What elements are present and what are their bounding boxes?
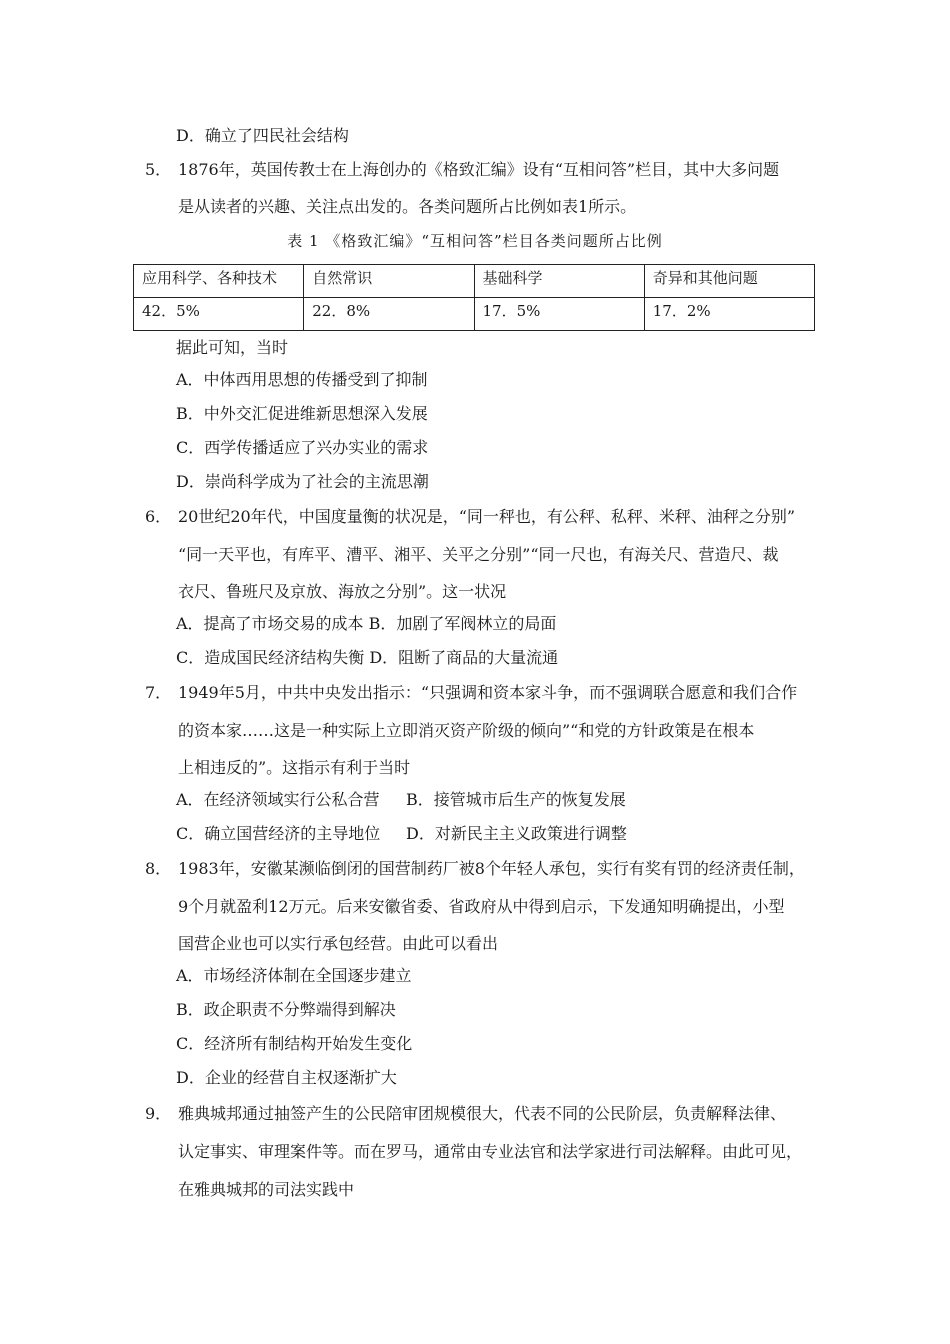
- table-row: [134, 298, 815, 331]
- table-header-cell: 奇异和其他问题: [644, 265, 814, 298]
- table-header-cell: 应用科学、各种技术: [134, 265, 304, 298]
- q8-number: 8．: [145, 859, 172, 878]
- table-header-row: [134, 265, 815, 298]
- q5-number: 5．: [145, 160, 172, 179]
- q9-stem-line2: 认定事实、审理案件等。而在罗马，通常由专业法官和法学家进行司法解释。由此可见，: [178, 1142, 803, 1161]
- q8-option-d: D．企业的经营自主权逐渐扩大: [176, 1068, 397, 1087]
- table-header-cell: 基础科学: [474, 265, 644, 298]
- q6-stem-line2: “同一天平也，有库平、漕平、湘平、关平之分别”“同一尺也，有海关尺、营造尺、裁: [178, 545, 779, 564]
- q9-stem-line3: 在雅典城邦的司法实践中: [178, 1180, 355, 1199]
- q5-option-b: B．中外交汇促进维新思想深入发展: [176, 404, 428, 423]
- q7-stem-line1: 1949年5月，中共中央发出指示：“只强调和资本家斗争，而不强调联合愿意和我们合作: [178, 683, 798, 702]
- q6-options-row1: A．提高了市场交易的成本 B．加剧了军阀林立的局面: [176, 614, 557, 633]
- q7-number: 7．: [145, 683, 172, 702]
- q5-option-d: D．崇尚科学成为了社会的主流思潮: [176, 472, 429, 491]
- q7-option-a: A．在经济领域实行公私合营: [176, 790, 380, 809]
- q9-number: 9．: [145, 1104, 172, 1123]
- q6-number: 6．: [145, 507, 172, 526]
- q7-option-b: B．接管城市后生产的恢复发展: [406, 790, 626, 809]
- q5-lead: 据此可知，当时: [176, 338, 289, 357]
- q6-stem-line3: 衣尺、鲁班尺及京放、海放之分别”。这一状况: [178, 582, 507, 601]
- q8-option-c: C．经济所有制结构开始发生变化: [176, 1034, 413, 1053]
- q5-option-a: A．中体西用思想的传播受到了抑制: [176, 370, 428, 389]
- q8-option-a: A．市场经济体制在全国逐步建立: [176, 966, 412, 985]
- q5-option-c: C．西学传播适应了兴办实业的需求: [176, 438, 429, 457]
- table-cell: 17．5%: [474, 298, 644, 331]
- q8-stem-line2: 9个月就盈利12万元。后来安徽省委、省政府从中得到启示，下发通知明确提出，小型: [178, 897, 785, 916]
- q6-options-row2: C．造成国民经济结构失衡 D．阻断了商品的大量流通: [176, 648, 559, 667]
- table-cell: 17．2%: [644, 298, 814, 331]
- q7-option-c: C．确立国营经济的主导地位: [176, 824, 381, 843]
- q4-option-d: D．确立了四民社会结构: [176, 126, 349, 145]
- table-header-cell: 自然常识: [304, 265, 474, 298]
- q8-stem-line3: 国营企业也可以实行承包经营。由此可以看出: [178, 934, 499, 953]
- q8-stem-line1: 1983年，安徽某濒临倒闭的国营制药厂被8个年轻人承包，实行有奖有罚的经济责任制，: [178, 859, 805, 878]
- q6-stem-line1: 20世纪20年代，中国度量衡的状况是，“同一秤也，有公秤、私秤、米秤、油秤之分别”: [178, 507, 796, 526]
- q5-stem-line1: 1876年，英国传教士在上海创办的《格致汇编》设有“互相问答”栏目，其中大多问题: [178, 160, 780, 179]
- q8-option-b: B．政企职责不分弊端得到解决: [176, 1000, 396, 1019]
- q7-stem-line2: 的资本家……这是一种实际上立即消灭资产阶级的倾向”“和党的方针政策是在根本: [178, 721, 755, 740]
- table-cell: 42．5%: [134, 298, 304, 331]
- q5-stem-line2: 是从读者的兴趣、关注点出发的。各类问题所占比例如表1所示。: [178, 197, 637, 216]
- q7-option-d: D．对新民主主义政策进行调整: [406, 824, 627, 843]
- table-cell: 22．8%: [304, 298, 474, 331]
- table-caption: 表 1 《格致汇编》“互相问答”栏目各类问题所占比例: [287, 232, 663, 250]
- q9-stem-line1: 雅典城邦通过抽签产生的公民陪审团规模很大，代表不同的公民阶层，负责解释法律、: [178, 1104, 787, 1123]
- q7-stem-line3: 上相违反的”。这指示有利于当时: [178, 758, 411, 777]
- question-ratio-table: [133, 264, 815, 331]
